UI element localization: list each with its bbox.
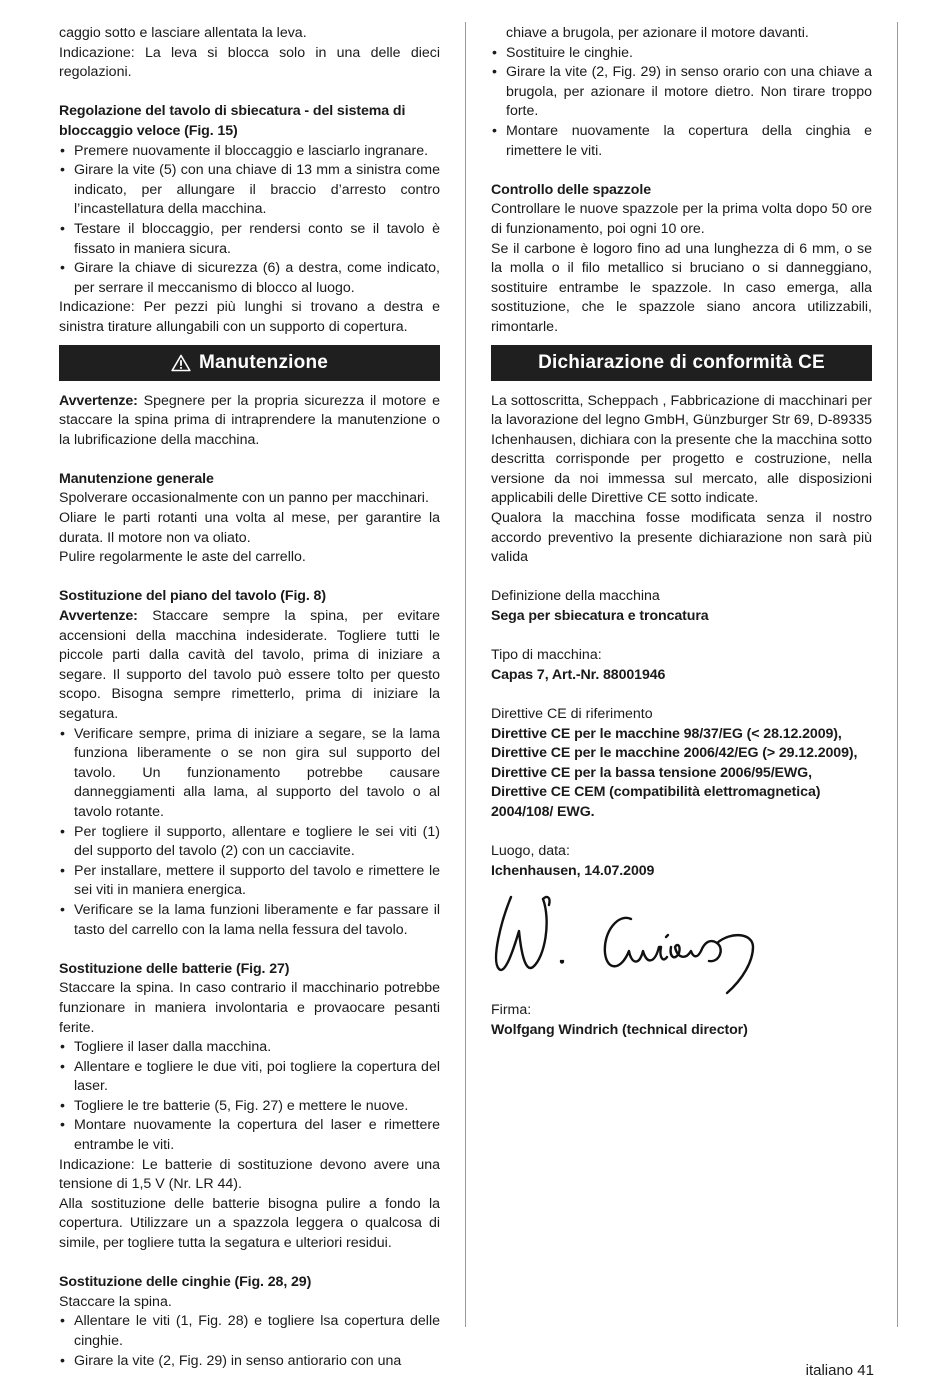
section-heading: Manutenzione generale — [59, 470, 214, 487]
field-label: Firma: — [491, 1002, 532, 1019]
list-item: • Montare nuovamente la copertura della cinghia e rimettere le viti. — [491, 122, 872, 161]
section-banner-ce-declaration — [491, 345, 872, 381]
paragraph: Indicazione: Le batterie di sostituzione devono avere una tensione di 1,5 V (Nr. LR 44). — [59, 1156, 440, 1193]
field-value: Direttive CE per la bassa tensione 2006/95/EWG, — [491, 764, 812, 781]
field-value: Direttive CE CEM (compatibilità elettromagnetica) 2004/108/ EWG. — [491, 784, 821, 820]
field-value: Ichenhausen, 14.07.2009 — [491, 862, 655, 879]
list-item-continuation: chiave a brugola, per azionare il motore davanti. — [506, 25, 809, 41]
handwritten-signature — [491, 891, 791, 995]
field-value: Capas 7, Art.-Nr. 88001946 — [491, 666, 666, 683]
list-item: • Verificare sempre, prima di iniziare a segare, se la lama funziona liberamente o se non gira sul supporto del tavolo. Un funzionamento potrebbe causare danneggiamenti alla lama, al supporto del tavolo o al tavolo rotante. — [59, 725, 440, 823]
list-item: • Togliere il laser dalla macchina. — [59, 1038, 440, 1058]
paragraph: caggio sotto e lasciare allentata la leva. — [59, 25, 307, 41]
bullet-list — [491, 44, 872, 162]
paragraph: Staccare la spina. In caso contrario il macchinario potrebbe funzionare in maniera involontaria e provaocare pesanti ferite. — [59, 980, 440, 1036]
field-value: Sega per sbiecatura e troncatura — [491, 608, 709, 625]
warning-label: Avvertenze: — [59, 608, 138, 625]
list-item: • Girare la vite (2, Fig. 29) in senso orario con una chiave a brugola, per azionare il motore dietro. Non tirare troppo forte. — [491, 63, 872, 122]
section-banner-maintenance — [59, 345, 440, 381]
warning-triangle-icon — [171, 354, 191, 372]
section-heading: Sostituzione del piano del tavolo (Fig. 8) — [59, 588, 326, 605]
paragraph: Pulire regolarmente le aste del carrello. — [59, 549, 306, 566]
paragraph: Alla sostituzione delle batterie bisogna pulire a fondo la copertura. Utilizzare un a spazzola leggera o qualcosa di simile, per togliere tutta la segatura e ulteriori residui. — [59, 1195, 440, 1252]
column-divider — [465, 22, 466, 1327]
field-label: Luogo, data: — [491, 843, 570, 860]
list-item: • Girare la vite (2, Fig. 29) in senso antiorario con una — [59, 1352, 440, 1372]
list-item: • Montare nuovamente la copertura del laser e rimettere entrambe le viti. — [59, 1116, 440, 1155]
bullet-list — [59, 142, 440, 299]
paragraph: Se il carbone è logoro fino ad una lunghezza di 6 mm, o se la molla o il filo metallico si bruciano o si danneggiano, sostituire entrambe le spazzole. In caso emerga, alla sostituzione, che le spazzole siano ancora utilizzabili, rimontarle. — [491, 240, 872, 335]
right-column — [491, 24, 872, 1041]
paragraph — [59, 392, 440, 451]
left-column — [59, 24, 440, 1371]
right-edge-rule — [897, 22, 898, 1327]
field-value: Direttive CE per le macchine 98/37/EG (< 28.12.2009), — [491, 725, 842, 742]
paragraph: Qualora la macchina fosse modificata senza il nostro accordo preventivo la presente dichiarazione non sarà più valida — [491, 510, 872, 566]
list-item: • Verificare se la lama funzioni liberamente e far passare il tasto del carrello con la lama nella fessura del tavolo. — [59, 901, 440, 940]
paragraph: Indicazione: Per pezzi più lunghi si trovano a destra e sinistra tirature allungabili con un supporto di copertura. — [59, 299, 440, 335]
warning-text: Staccare sempre la spina, per evitare accensioni della macchina indesiderate. Togliere tutti le piccole parti dalla cavità del tavolo, prima di iniziare a segare. Il supporto del tavolo può essere tolto per questo scopo. Bisogna sempre rimetterlo, prima di iniziare la segatura. — [59, 608, 440, 722]
paragraph: Staccare la spina. — [59, 1293, 172, 1310]
section-heading: Controllo delle spazzole — [491, 181, 651, 198]
section-heading: Sostituzione delle batterie (Fig. 27) — [59, 960, 290, 977]
list-item: • Premere nuovamente il bloccaggio e lasciarlo ingranare. — [59, 142, 440, 162]
field-label: Tipo di macchina: — [491, 647, 602, 664]
list-item: • Per togliere il supporto, allentare e togliere le sei viti (1) del supporto del tavolo (2) con un cacciavite. — [59, 823, 440, 862]
field-label: Definizione della macchina — [491, 588, 660, 605]
paragraph: Oliare le parti rotanti una volta al mese, per garantire la durata. Il motore non va oliato. — [59, 510, 440, 546]
paragraph: La sottoscritta, Scheppach , Fabbricazione di macchinari per la lavorazione del legno GmbH, Günzburger Str 69, D-89335 Ichenhausen, dichiara con la presente che la macchina sotto descritta corrisponde per progetto e costruzione, nella versione da noi immessa sul mercato, alle disposizioni applicabili delle Direttive CE sotto indicate. — [491, 392, 872, 507]
paragraph: Controllare le nuove spazzole per la prima volta dopo 50 ore di funzionamento, poi ogni 10 ore. — [491, 201, 872, 237]
list-item: • Sostituire le cinghie. — [491, 44, 872, 64]
list-item: • Girare la chiave di sicurezza (6) a destra, come indicato, per serrare il meccanismo di blocco al luogo. — [59, 259, 440, 298]
bullet-list — [59, 725, 440, 941]
warning-label: Avvertenze: — [59, 392, 138, 409]
paragraph: Indicazione: La leva si blocca solo in una delle dieci regolazioni. — [59, 44, 440, 81]
page-number: italiano 41 — [805, 1362, 874, 1379]
list-item: • Allentare le viti (1, Fig. 28) e togliere lsa copertura delle cinghie. — [59, 1312, 440, 1351]
paragraph: Spolverare occasionalmente con un panno per macchinari. — [59, 490, 429, 507]
list-item: • Testare il bloccaggio, per rendersi conto se il tavolo è fissato in maniera sicura. — [59, 220, 440, 259]
field-label: Direttive CE di riferimento — [491, 706, 653, 722]
field-value: Direttive CE per le macchine 2006/42/EG (> 29.12.2009), — [491, 745, 858, 762]
list-item: • Per installare, mettere il supporto del tavolo e rimettere le sei viti in maniera energica. — [59, 862, 440, 901]
list-item: • Allentare e togliere le due viti, poi togliere la copertura del laser. — [59, 1058, 440, 1097]
field-value: Wolfgang Windrich (technical director) — [491, 1021, 748, 1038]
bullet-list — [59, 1038, 440, 1156]
warning-text: Spegnere per la propria sicurezza il motore e staccare la spina prima di intraprendere la manutenzione o la lubrificazione della macchina. — [59, 392, 440, 448]
section-heading: Sostituzione delle cinghie (Fig. 28, 29) — [59, 1274, 312, 1291]
paragraph — [59, 607, 440, 725]
banner-title: Manutenzione — [198, 351, 329, 373]
banner-title: Dichiarazione di conformità CE — [538, 351, 825, 373]
list-item: • Girare la vite (5) con una chiave di 13 mm a sinistra come indicato, per allungare il braccio d’arresto contro l’incastellatura della macchina. — [59, 161, 440, 220]
list-item: • Togliere le tre batterie (5, Fig. 27) e mettere le nuove. — [59, 1097, 440, 1117]
section-heading: Regolazione del tavolo di sbiecatura - del sistema di bloccaggio veloce (Fig. 15) — [59, 103, 406, 139]
bullet-list — [59, 1312, 440, 1371]
